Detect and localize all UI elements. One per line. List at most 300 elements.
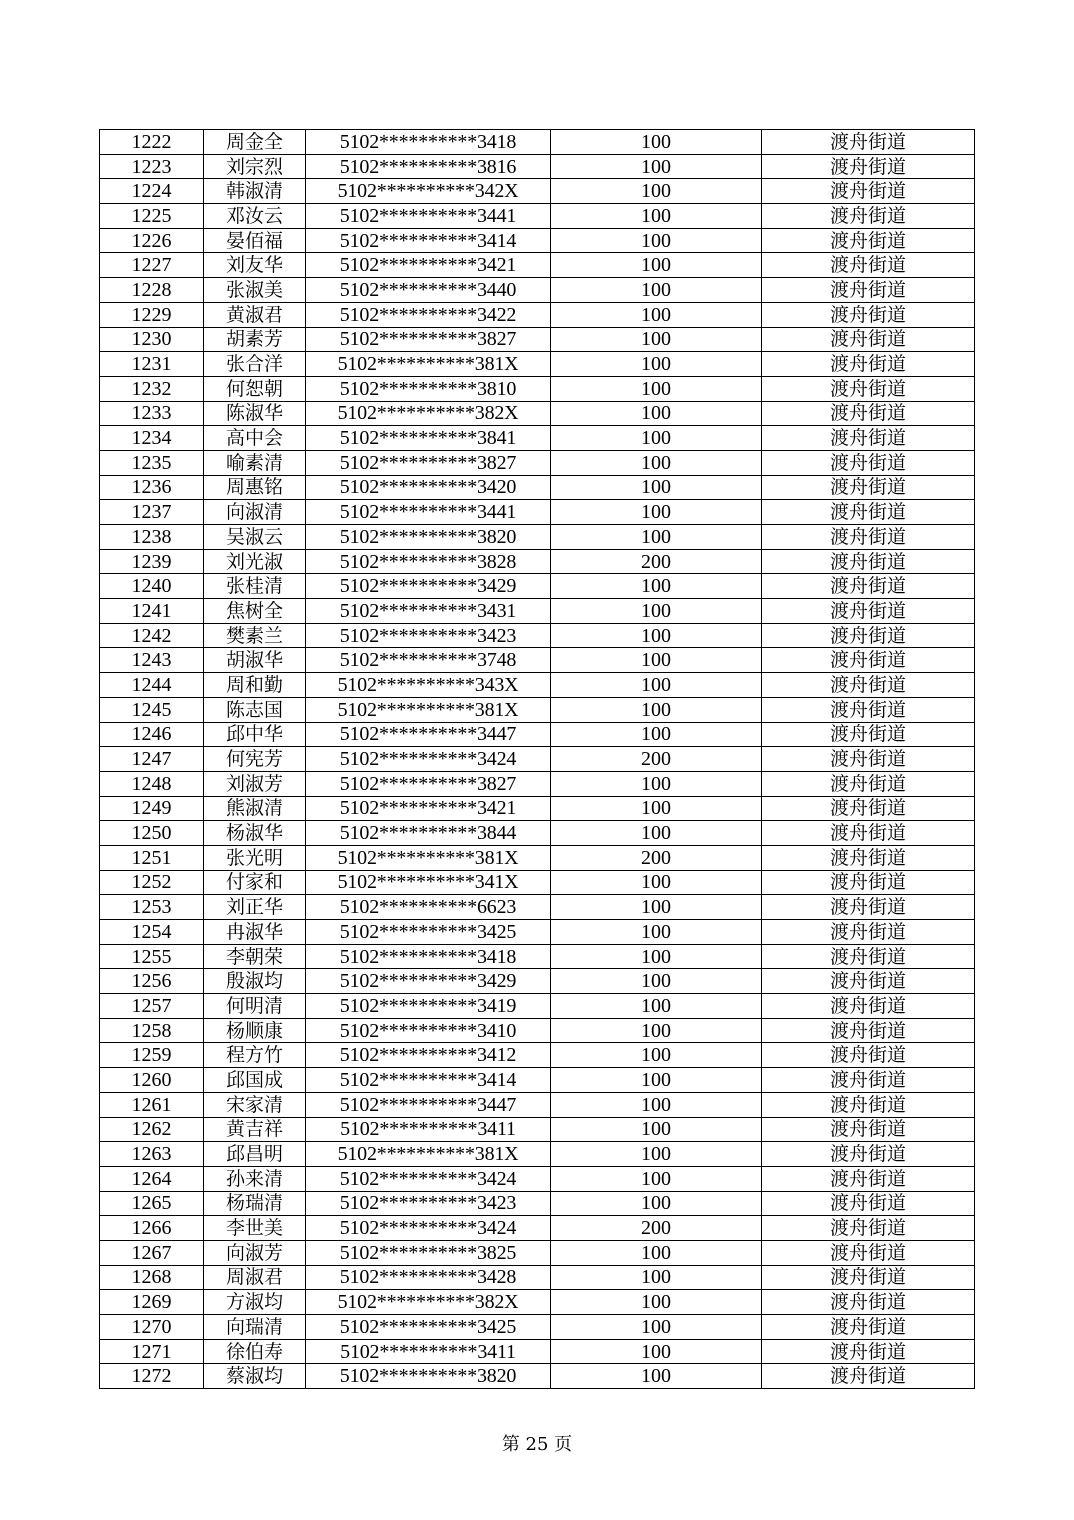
serial-number-cell: 1259 bbox=[100, 1043, 204, 1068]
name-cell: 冉淑华 bbox=[204, 920, 306, 945]
subdistrict-cell: 渡舟街道 bbox=[762, 204, 975, 229]
subdistrict-cell: 渡舟街道 bbox=[762, 920, 975, 945]
serial-number-cell: 1256 bbox=[100, 969, 204, 994]
amount-cell: 100 bbox=[551, 1315, 762, 1340]
serial-number-cell: 1228 bbox=[100, 278, 204, 303]
table-row bbox=[100, 771, 975, 796]
id-number-cell: 5102**********381X bbox=[306, 1142, 551, 1167]
subdistrict-cell: 渡舟街道 bbox=[762, 500, 975, 525]
id-number-cell: 5102**********3441 bbox=[306, 500, 551, 525]
subdistrict-cell: 渡舟街道 bbox=[762, 722, 975, 747]
name-cell: 晏佰福 bbox=[204, 228, 306, 253]
name-cell: 刘友华 bbox=[204, 253, 306, 278]
amount-cell: 200 bbox=[551, 1216, 762, 1241]
name-cell: 何明清 bbox=[204, 994, 306, 1019]
name-cell: 刘正华 bbox=[204, 895, 306, 920]
amount-cell: 100 bbox=[551, 1092, 762, 1117]
subdistrict-cell: 渡舟街道 bbox=[762, 747, 975, 772]
name-cell: 张合洋 bbox=[204, 352, 306, 377]
serial-number-cell: 1270 bbox=[100, 1315, 204, 1340]
name-cell: 向淑清 bbox=[204, 500, 306, 525]
name-cell: 陈淑华 bbox=[204, 401, 306, 426]
subdistrict-cell: 渡舟街道 bbox=[762, 969, 975, 994]
subdistrict-cell: 渡舟街道 bbox=[762, 1191, 975, 1216]
amount-cell: 100 bbox=[551, 327, 762, 352]
name-cell: 何宪芳 bbox=[204, 747, 306, 772]
subdistrict-cell: 渡舟街道 bbox=[762, 1117, 975, 1142]
name-cell: 黄淑君 bbox=[204, 302, 306, 327]
id-number-cell: 5102**********3820 bbox=[306, 525, 551, 550]
name-cell: 方淑均 bbox=[204, 1290, 306, 1315]
amount-cell: 100 bbox=[551, 278, 762, 303]
id-number-cell: 5102**********3431 bbox=[306, 599, 551, 624]
subdistrict-cell: 渡舟街道 bbox=[762, 1240, 975, 1265]
amount-cell: 100 bbox=[551, 1265, 762, 1290]
serial-number-cell: 1242 bbox=[100, 623, 204, 648]
subdistrict-cell: 渡舟街道 bbox=[762, 278, 975, 303]
table-row bbox=[100, 1265, 975, 1290]
subdistrict-cell: 渡舟街道 bbox=[762, 1068, 975, 1093]
amount-cell: 100 bbox=[551, 994, 762, 1019]
id-number-cell: 5102**********3414 bbox=[306, 228, 551, 253]
subdistrict-cell: 渡舟街道 bbox=[762, 1092, 975, 1117]
id-number-cell: 5102**********3429 bbox=[306, 969, 551, 994]
subdistrict-cell: 渡舟街道 bbox=[762, 253, 975, 278]
name-cell: 熊淑清 bbox=[204, 796, 306, 821]
table-row bbox=[100, 253, 975, 278]
table-row bbox=[100, 278, 975, 303]
serial-number-cell: 1241 bbox=[100, 599, 204, 624]
id-number-cell: 5102**********3827 bbox=[306, 771, 551, 796]
name-cell: 周金全 bbox=[204, 130, 306, 155]
subdistrict-cell: 渡舟街道 bbox=[762, 574, 975, 599]
table-row bbox=[100, 1043, 975, 1068]
name-cell: 向瑞清 bbox=[204, 1315, 306, 1340]
table-row bbox=[100, 1290, 975, 1315]
subdistrict-cell: 渡舟街道 bbox=[762, 944, 975, 969]
subdistrict-cell: 渡舟街道 bbox=[762, 426, 975, 451]
table-row bbox=[100, 204, 975, 229]
table-row bbox=[100, 327, 975, 352]
subdistrict-cell: 渡舟街道 bbox=[762, 154, 975, 179]
id-number-cell: 5102**********6623 bbox=[306, 895, 551, 920]
serial-number-cell: 1263 bbox=[100, 1142, 204, 1167]
id-number-cell: 5102**********3414 bbox=[306, 1068, 551, 1093]
id-number-cell: 5102**********3418 bbox=[306, 130, 551, 155]
id-number-cell: 5102**********3424 bbox=[306, 747, 551, 772]
table-row bbox=[100, 1166, 975, 1191]
serial-number-cell: 1243 bbox=[100, 648, 204, 673]
name-cell: 付家和 bbox=[204, 870, 306, 895]
amount-cell: 100 bbox=[551, 796, 762, 821]
table-row bbox=[100, 599, 975, 624]
table-row bbox=[100, 722, 975, 747]
serial-number-cell: 1260 bbox=[100, 1068, 204, 1093]
amount-cell: 100 bbox=[551, 574, 762, 599]
id-number-cell: 5102**********381X bbox=[306, 697, 551, 722]
table-row bbox=[100, 747, 975, 772]
serial-number-cell: 1234 bbox=[100, 426, 204, 451]
name-cell: 陈志国 bbox=[204, 697, 306, 722]
serial-number-cell: 1239 bbox=[100, 549, 204, 574]
serial-number-cell: 1225 bbox=[100, 204, 204, 229]
table-row bbox=[100, 895, 975, 920]
table-row bbox=[100, 673, 975, 698]
id-number-cell: 5102**********3425 bbox=[306, 920, 551, 945]
subdistrict-cell: 渡舟街道 bbox=[762, 302, 975, 327]
amount-cell: 100 bbox=[551, 253, 762, 278]
table-row bbox=[100, 376, 975, 401]
id-number-cell: 5102**********3411 bbox=[306, 1339, 551, 1364]
id-number-cell: 5102**********3421 bbox=[306, 796, 551, 821]
subdistrict-cell: 渡舟街道 bbox=[762, 450, 975, 475]
amount-cell: 100 bbox=[551, 944, 762, 969]
name-cell: 刘宗烈 bbox=[204, 154, 306, 179]
table-row bbox=[100, 1364, 975, 1389]
name-cell: 殷淑均 bbox=[204, 969, 306, 994]
serial-number-cell: 1238 bbox=[100, 525, 204, 550]
subdistrict-cell: 渡舟街道 bbox=[762, 994, 975, 1019]
serial-number-cell: 1262 bbox=[100, 1117, 204, 1142]
name-cell: 邓汝云 bbox=[204, 204, 306, 229]
table-row bbox=[100, 401, 975, 426]
amount-cell: 100 bbox=[551, 920, 762, 945]
subdistrict-cell: 渡舟街道 bbox=[762, 771, 975, 796]
id-number-cell: 5102**********3816 bbox=[306, 154, 551, 179]
id-number-cell: 5102**********343X bbox=[306, 673, 551, 698]
subdistrict-cell: 渡舟街道 bbox=[762, 648, 975, 673]
amount-cell: 100 bbox=[551, 352, 762, 377]
id-number-cell: 5102**********3748 bbox=[306, 648, 551, 673]
id-number-cell: 5102**********381X bbox=[306, 352, 551, 377]
name-cell: 张淑美 bbox=[204, 278, 306, 303]
id-number-cell: 5102**********3421 bbox=[306, 253, 551, 278]
amount-cell: 100 bbox=[551, 648, 762, 673]
subdistrict-cell: 渡舟街道 bbox=[762, 1339, 975, 1364]
subdistrict-cell: 渡舟街道 bbox=[762, 845, 975, 870]
amount-cell: 100 bbox=[551, 401, 762, 426]
serial-number-cell: 1267 bbox=[100, 1240, 204, 1265]
serial-number-cell: 1231 bbox=[100, 352, 204, 377]
serial-number-cell: 1268 bbox=[100, 1265, 204, 1290]
id-number-cell: 5102**********3440 bbox=[306, 278, 551, 303]
recipient-table bbox=[99, 129, 975, 1389]
serial-number-cell: 1269 bbox=[100, 1290, 204, 1315]
id-number-cell: 5102**********3820 bbox=[306, 1364, 551, 1389]
subdistrict-cell: 渡舟街道 bbox=[762, 475, 975, 500]
name-cell: 何恕朝 bbox=[204, 376, 306, 401]
amount-cell: 100 bbox=[551, 154, 762, 179]
serial-number-cell: 1223 bbox=[100, 154, 204, 179]
id-number-cell: 5102**********382X bbox=[306, 401, 551, 426]
id-number-cell: 5102**********3423 bbox=[306, 1191, 551, 1216]
id-number-cell: 5102**********3428 bbox=[306, 1265, 551, 1290]
name-cell: 周和勤 bbox=[204, 673, 306, 698]
name-cell: 刘淑芳 bbox=[204, 771, 306, 796]
amount-cell: 100 bbox=[551, 426, 762, 451]
id-number-cell: 5102**********3810 bbox=[306, 376, 551, 401]
subdistrict-cell: 渡舟街道 bbox=[762, 1166, 975, 1191]
table-row bbox=[100, 500, 975, 525]
name-cell: 邱中华 bbox=[204, 722, 306, 747]
name-cell: 孙来清 bbox=[204, 1166, 306, 1191]
amount-cell: 100 bbox=[551, 722, 762, 747]
serial-number-cell: 1265 bbox=[100, 1191, 204, 1216]
table-row bbox=[100, 1216, 975, 1241]
table-row bbox=[100, 302, 975, 327]
id-number-cell: 5102**********3424 bbox=[306, 1216, 551, 1241]
name-cell: 胡素芳 bbox=[204, 327, 306, 352]
subdistrict-cell: 渡舟街道 bbox=[762, 623, 975, 648]
name-cell: 张桂清 bbox=[204, 574, 306, 599]
table-row bbox=[100, 821, 975, 846]
subdistrict-cell: 渡舟街道 bbox=[762, 1265, 975, 1290]
serial-number-cell: 1248 bbox=[100, 771, 204, 796]
id-number-cell: 5102**********3429 bbox=[306, 574, 551, 599]
amount-cell: 100 bbox=[551, 525, 762, 550]
subdistrict-cell: 渡舟街道 bbox=[762, 1142, 975, 1167]
subdistrict-cell: 渡舟街道 bbox=[762, 673, 975, 698]
subdistrict-cell: 渡舟街道 bbox=[762, 130, 975, 155]
amount-cell: 100 bbox=[551, 1240, 762, 1265]
subdistrict-cell: 渡舟街道 bbox=[762, 870, 975, 895]
amount-cell: 200 bbox=[551, 845, 762, 870]
amount-cell: 100 bbox=[551, 204, 762, 229]
amount-cell: 100 bbox=[551, 376, 762, 401]
subdistrict-cell: 渡舟街道 bbox=[762, 1216, 975, 1241]
name-cell: 吴淑云 bbox=[204, 525, 306, 550]
serial-number-cell: 1271 bbox=[100, 1339, 204, 1364]
name-cell: 杨顺康 bbox=[204, 1018, 306, 1043]
subdistrict-cell: 渡舟街道 bbox=[762, 525, 975, 550]
serial-number-cell: 1258 bbox=[100, 1018, 204, 1043]
table-row bbox=[100, 154, 975, 179]
table-row bbox=[100, 450, 975, 475]
amount-cell: 100 bbox=[551, 870, 762, 895]
table-row bbox=[100, 228, 975, 253]
subdistrict-cell: 渡舟街道 bbox=[762, 1364, 975, 1389]
serial-number-cell: 1249 bbox=[100, 796, 204, 821]
amount-cell: 100 bbox=[551, 1142, 762, 1167]
table-row bbox=[100, 574, 975, 599]
amount-cell: 100 bbox=[551, 500, 762, 525]
id-number-cell: 5102**********3418 bbox=[306, 944, 551, 969]
serial-number-cell: 1236 bbox=[100, 475, 204, 500]
serial-number-cell: 1255 bbox=[100, 944, 204, 969]
serial-number-cell: 1252 bbox=[100, 870, 204, 895]
serial-number-cell: 1230 bbox=[100, 327, 204, 352]
serial-number-cell: 1244 bbox=[100, 673, 204, 698]
table-body bbox=[100, 130, 975, 1389]
table-row bbox=[100, 648, 975, 673]
serial-number-cell: 1229 bbox=[100, 302, 204, 327]
serial-number-cell: 1250 bbox=[100, 821, 204, 846]
name-cell: 邱国成 bbox=[204, 1068, 306, 1093]
name-cell: 宋家清 bbox=[204, 1092, 306, 1117]
table-row bbox=[100, 845, 975, 870]
subdistrict-cell: 渡舟街道 bbox=[762, 599, 975, 624]
name-cell: 黄吉祥 bbox=[204, 1117, 306, 1142]
name-cell: 李朝荣 bbox=[204, 944, 306, 969]
table-row bbox=[100, 426, 975, 451]
subdistrict-cell: 渡舟街道 bbox=[762, 1043, 975, 1068]
table-row bbox=[100, 969, 975, 994]
id-number-cell: 5102**********3827 bbox=[306, 450, 551, 475]
name-cell: 周惠铭 bbox=[204, 475, 306, 500]
table-row bbox=[100, 525, 975, 550]
serial-number-cell: 1261 bbox=[100, 1092, 204, 1117]
name-cell: 杨瑞清 bbox=[204, 1191, 306, 1216]
amount-cell: 100 bbox=[551, 1043, 762, 1068]
amount-cell: 100 bbox=[551, 1191, 762, 1216]
name-cell: 程方竹 bbox=[204, 1043, 306, 1068]
table-row bbox=[100, 1315, 975, 1340]
table-row bbox=[100, 352, 975, 377]
name-cell: 韩淑清 bbox=[204, 179, 306, 204]
subdistrict-cell: 渡舟街道 bbox=[762, 1018, 975, 1043]
amount-cell: 100 bbox=[551, 1339, 762, 1364]
subdistrict-cell: 渡舟街道 bbox=[762, 1290, 975, 1315]
id-number-cell: 5102**********381X bbox=[306, 845, 551, 870]
amount-cell: 100 bbox=[551, 771, 762, 796]
amount-cell: 100 bbox=[551, 450, 762, 475]
serial-number-cell: 1254 bbox=[100, 920, 204, 945]
serial-number-cell: 1237 bbox=[100, 500, 204, 525]
id-number-cell: 5102**********3827 bbox=[306, 327, 551, 352]
name-cell: 胡淑华 bbox=[204, 648, 306, 673]
serial-number-cell: 1222 bbox=[100, 130, 204, 155]
table-row bbox=[100, 475, 975, 500]
amount-cell: 100 bbox=[551, 302, 762, 327]
id-number-cell: 5102**********3419 bbox=[306, 994, 551, 1019]
table-row bbox=[100, 796, 975, 821]
serial-number-cell: 1226 bbox=[100, 228, 204, 253]
subdistrict-cell: 渡舟街道 bbox=[762, 179, 975, 204]
name-cell: 蔡淑均 bbox=[204, 1364, 306, 1389]
table-row bbox=[100, 1018, 975, 1043]
serial-number-cell: 1266 bbox=[100, 1216, 204, 1241]
serial-number-cell: 1264 bbox=[100, 1166, 204, 1191]
table-row bbox=[100, 130, 975, 155]
amount-cell: 100 bbox=[551, 623, 762, 648]
name-cell: 焦树全 bbox=[204, 599, 306, 624]
subdistrict-cell: 渡舟街道 bbox=[762, 895, 975, 920]
name-cell: 喻素清 bbox=[204, 450, 306, 475]
id-number-cell: 5102**********3420 bbox=[306, 475, 551, 500]
name-cell: 樊素兰 bbox=[204, 623, 306, 648]
id-number-cell: 5102**********342X bbox=[306, 179, 551, 204]
name-cell: 向淑芳 bbox=[204, 1240, 306, 1265]
subdistrict-cell: 渡舟街道 bbox=[762, 401, 975, 426]
name-cell: 杨淑华 bbox=[204, 821, 306, 846]
amount-cell: 100 bbox=[551, 969, 762, 994]
table-row bbox=[100, 994, 975, 1019]
subdistrict-cell: 渡舟街道 bbox=[762, 327, 975, 352]
amount-cell: 100 bbox=[551, 1290, 762, 1315]
amount-cell: 100 bbox=[551, 697, 762, 722]
table-row bbox=[100, 1191, 975, 1216]
amount-cell: 100 bbox=[551, 179, 762, 204]
table-row bbox=[100, 944, 975, 969]
amount-cell: 200 bbox=[551, 549, 762, 574]
serial-number-cell: 1253 bbox=[100, 895, 204, 920]
amount-cell: 100 bbox=[551, 475, 762, 500]
serial-number-cell: 1227 bbox=[100, 253, 204, 278]
table-row bbox=[100, 179, 975, 204]
table-row bbox=[100, 1117, 975, 1142]
table-row bbox=[100, 870, 975, 895]
id-number-cell: 5102**********3410 bbox=[306, 1018, 551, 1043]
id-number-cell: 5102**********341X bbox=[306, 870, 551, 895]
page-number: 第 25 页 bbox=[501, 1434, 573, 1455]
subdistrict-cell: 渡舟街道 bbox=[762, 697, 975, 722]
amount-cell: 100 bbox=[551, 130, 762, 155]
amount-cell: 100 bbox=[551, 1364, 762, 1389]
name-cell: 张光明 bbox=[204, 845, 306, 870]
subdistrict-cell: 渡舟街道 bbox=[762, 549, 975, 574]
id-number-cell: 5102**********3841 bbox=[306, 426, 551, 451]
table-row bbox=[100, 623, 975, 648]
table-row bbox=[100, 920, 975, 945]
table-row bbox=[100, 697, 975, 722]
amount-cell: 100 bbox=[551, 1068, 762, 1093]
subdistrict-cell: 渡舟街道 bbox=[762, 796, 975, 821]
name-cell: 刘光淑 bbox=[204, 549, 306, 574]
id-number-cell: 5102**********3411 bbox=[306, 1117, 551, 1142]
serial-number-cell: 1247 bbox=[100, 747, 204, 772]
serial-number-cell: 1257 bbox=[100, 994, 204, 1019]
table-row bbox=[100, 1339, 975, 1364]
subdistrict-cell: 渡舟街道 bbox=[762, 376, 975, 401]
amount-cell: 100 bbox=[551, 228, 762, 253]
amount-cell: 100 bbox=[551, 673, 762, 698]
amount-cell: 200 bbox=[551, 747, 762, 772]
id-number-cell: 5102**********3825 bbox=[306, 1240, 551, 1265]
name-cell: 周淑君 bbox=[204, 1265, 306, 1290]
amount-cell: 100 bbox=[551, 1166, 762, 1191]
amount-cell: 100 bbox=[551, 599, 762, 624]
serial-number-cell: 1233 bbox=[100, 401, 204, 426]
name-cell: 高中会 bbox=[204, 426, 306, 451]
table-row bbox=[100, 1142, 975, 1167]
amount-cell: 100 bbox=[551, 1117, 762, 1142]
name-cell: 邱昌明 bbox=[204, 1142, 306, 1167]
amount-cell: 100 bbox=[551, 821, 762, 846]
name-cell: 李世美 bbox=[204, 1216, 306, 1241]
id-number-cell: 5102**********3844 bbox=[306, 821, 551, 846]
id-number-cell: 5102**********3828 bbox=[306, 549, 551, 574]
serial-number-cell: 1240 bbox=[100, 574, 204, 599]
id-number-cell: 5102**********3422 bbox=[306, 302, 551, 327]
table-row bbox=[100, 1068, 975, 1093]
serial-number-cell: 1246 bbox=[100, 722, 204, 747]
serial-number-cell: 1272 bbox=[100, 1364, 204, 1389]
id-number-cell: 5102**********3424 bbox=[306, 1166, 551, 1191]
id-number-cell: 5102**********3447 bbox=[306, 722, 551, 747]
subdistrict-cell: 渡舟街道 bbox=[762, 228, 975, 253]
serial-number-cell: 1232 bbox=[100, 376, 204, 401]
table-row bbox=[100, 1240, 975, 1265]
id-number-cell: 5102**********382X bbox=[306, 1290, 551, 1315]
amount-cell: 100 bbox=[551, 895, 762, 920]
serial-number-cell: 1224 bbox=[100, 179, 204, 204]
subdistrict-cell: 渡舟街道 bbox=[762, 352, 975, 377]
serial-number-cell: 1235 bbox=[100, 450, 204, 475]
table-row bbox=[100, 1092, 975, 1117]
id-number-cell: 5102**********3441 bbox=[306, 204, 551, 229]
id-number-cell: 5102**********3423 bbox=[306, 623, 551, 648]
id-number-cell: 5102**********3412 bbox=[306, 1043, 551, 1068]
